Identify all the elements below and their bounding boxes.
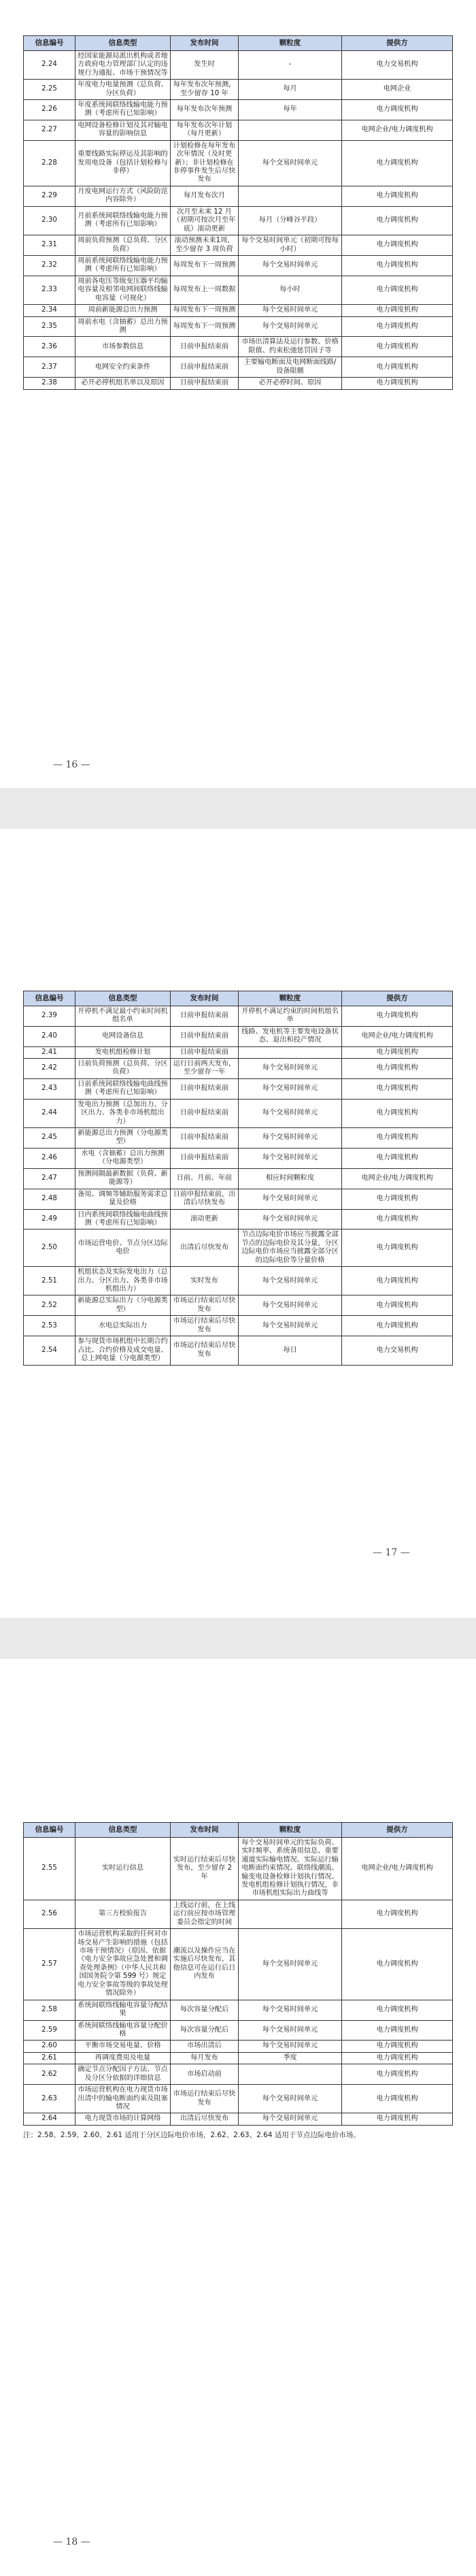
cell-id: 2.43	[24, 1078, 75, 1099]
cell-provider: 电力调度机构	[342, 1046, 453, 1058]
cell-type: 日前系统间联络线输电曲线预测（考虑所有已知影响）	[75, 1078, 171, 1099]
cell-id: 2.63	[24, 2085, 75, 2113]
cell-time: 每周发布下一周预测	[171, 305, 239, 316]
cell-time: 日前、月前、年前	[171, 1168, 239, 1189]
cell-type: 机组状态及实际发电出力（总出力、分区出力、各类非市场机组出力）	[75, 1267, 171, 1295]
cell-provider: 电力调度机构	[342, 1316, 453, 1336]
cell-provider: 电网企业/电力调度机构	[342, 1026, 453, 1046]
cell-granularity: 每个交易时间单元	[239, 1316, 342, 1336]
cell-time: 滚动更新	[171, 1209, 239, 1229]
cell-id: 2.24	[24, 50, 75, 79]
cell-id: 2.49	[24, 1209, 75, 1229]
cell-granularity: 每个交易时间单元	[239, 2085, 342, 2113]
header-provider: 提供方	[342, 1823, 453, 1838]
table-row	[24, 1128, 453, 1149]
table-row	[24, 2041, 453, 2052]
cell-id: 2.48	[24, 1189, 75, 1209]
disclosure-table	[23, 991, 453, 1366]
cell-provider: 电力调度机构	[342, 235, 453, 256]
cell-type: 再调度费用及电量	[75, 2052, 171, 2064]
cell-provider: 电力调度机构	[342, 2113, 453, 2125]
cell-granularity: 开停机不满足约束的时间机组名单	[239, 1006, 342, 1026]
cell-provider: 电力调度机构	[342, 2020, 453, 2041]
cell-time: 每年发布次年预测	[171, 99, 239, 120]
cell-time: 运行日前两天发布，至少留存一年	[171, 1058, 239, 1078]
cell-id: 2.47	[24, 1168, 75, 1189]
cell-granularity: 每个交易时间单元	[239, 255, 342, 276]
cell-time: 日前申报结束前	[171, 1006, 239, 1026]
cell-time: 每次容量分配后	[171, 2020, 239, 2041]
cell-type: 新能源总实际出力（分电源类型）	[75, 1295, 171, 1316]
cell-time: 发生时	[171, 50, 239, 79]
table-row	[24, 1229, 453, 1267]
cell-provider: 电力调度机构	[342, 2085, 453, 2113]
cell-id: 2.54	[24, 1336, 75, 1365]
cell-time: 市场运行结束后尽快发布	[171, 1336, 239, 1365]
cell-granularity	[239, 1046, 342, 1058]
header-id: 信息编号	[24, 36, 75, 51]
cell-type: 年度系统间联络线输电能力预测（考虑所有已知影响）	[75, 99, 171, 120]
cell-granularity	[239, 1900, 342, 1928]
cell-provider: 电力调度机构	[342, 1006, 453, 1026]
cell-time: 市场出清后	[171, 2041, 239, 2052]
cell-provider: 电力调度机构	[342, 2052, 453, 2064]
header-granularity: 颗粒度	[239, 36, 342, 51]
cell-granularity: 每个交易时间单元	[239, 2041, 342, 2052]
cell-granularity: 每日	[239, 1336, 342, 1365]
cell-type: 日前负荷预测（总负荷、分区负荷）	[75, 1058, 171, 1078]
cell-granularity: 每个交易时间单元的实际负荷、实时频率、系统备用信息、重要通道实际输电情况、实际运行输电断面约束情况、联络线潮流、输变电设备检修计划执行情况、发电机组检修计划执行情况，非市场机组实际出力曲线等	[239, 1837, 342, 1900]
cell-type: 市场参数信息	[75, 337, 171, 357]
cell-id: 2.33	[24, 276, 75, 304]
cell-id: 2.59	[24, 2020, 75, 2041]
cell-type: 发电出力预测（总加出力、分区出力、各类非市场机组出力）	[75, 1099, 171, 1127]
cell-type: 实时运行信息	[75, 1837, 171, 1900]
cell-granularity: 必开必停时间、原因	[239, 378, 342, 389]
table-row	[24, 140, 453, 186]
cell-id: 2.32	[24, 255, 75, 276]
cell-id: 2.28	[24, 140, 75, 186]
table-row	[24, 80, 453, 100]
cell-id: 2.53	[24, 1316, 75, 1336]
cell-granularity: 节点边际电价市场应当披露全部节点的边际电价及其分量，分区边际电价市场应当披露全部分区的边际电价等分量价格	[239, 1229, 342, 1267]
header-type: 信息类型	[75, 36, 171, 51]
table-row	[24, 99, 453, 120]
table-row	[24, 305, 453, 316]
table-header	[24, 991, 453, 1006]
table-row	[24, 2064, 453, 2085]
header-time: 发布时间	[171, 991, 239, 1006]
cell-id: 2.42	[24, 1058, 75, 1078]
cell-granularity	[239, 120, 342, 140]
cell-id: 2.60	[24, 2041, 75, 2052]
cell-type: 重要线路实际停运及其影响的发用电设备（包括计划检修与非停）	[75, 140, 171, 186]
cell-id: 2.45	[24, 1128, 75, 1149]
cell-id: 2.34	[24, 305, 75, 316]
disclosure-table	[23, 35, 453, 390]
cell-id: 2.57	[24, 1929, 75, 2000]
table-row	[24, 1148, 453, 1168]
cell-provider: 电力调度机构	[342, 2000, 453, 2020]
cell-granularity: 每个交易时间单元	[239, 2000, 342, 2020]
cell-provider: 电力调度机构	[342, 140, 453, 186]
table-body	[24, 1837, 453, 2125]
cell-granularity: 每个交易时间单元	[239, 1267, 342, 1295]
table-row	[24, 357, 453, 378]
cell-type: 周前水电（含抽蓄）总出力预测	[75, 316, 171, 337]
table-row	[24, 1046, 453, 1058]
cell-provider: 电力调度机构	[342, 337, 453, 357]
cell-id: 2.37	[24, 357, 75, 378]
cell-id: 2.64	[24, 2113, 75, 2125]
cell-provider: 电力调度机构	[342, 357, 453, 378]
header-id: 信息编号	[24, 1823, 75, 1838]
cell-type: 周前系统间联络线输电能力预测（考虑所有已知影响）	[75, 255, 171, 276]
cell-time: 每月发布	[171, 2052, 239, 2064]
cell-provider: 电力调度机构	[342, 305, 453, 316]
table-row	[24, 2052, 453, 2064]
table-row	[24, 1929, 453, 2000]
cell-time: 日前申报结束前	[171, 337, 239, 357]
cell-granularity	[239, 2064, 342, 2085]
cell-id: 2.61	[24, 2052, 75, 2064]
cell-granularity: 每个交易时间单元（初期可按每小时）	[239, 235, 342, 256]
table-row	[24, 120, 453, 140]
cell-time: 滚动预测未来1周，至少留存 3 周负荷	[171, 235, 239, 256]
cell-id: 2.31	[24, 235, 75, 256]
cell-type: 电网安全约束条件	[75, 357, 171, 378]
cell-provider: 电力调度机构	[342, 1209, 453, 1229]
table-row	[24, 2085, 453, 2113]
cell-provider: 电力调度机构	[342, 1929, 453, 2000]
cell-type: 周前各电压等级变压器平均输电容量及相邻电网间联络线输电容量（可视化）	[75, 276, 171, 304]
table-row	[24, 1058, 453, 1078]
table-row	[24, 1209, 453, 1229]
cell-time: 每次容量分配后	[171, 2000, 239, 2020]
cell-time: 每周发布下一周预测	[171, 316, 239, 337]
cell-provider: 电力调度机构	[342, 1128, 453, 1149]
table-row	[24, 186, 453, 206]
cell-id: 2.40	[24, 1026, 75, 1046]
cell-provider: 电力调度机构	[342, 2041, 453, 2052]
cell-type: 水电（含抽蓄）总出力预测（分电源类型）	[75, 1148, 171, 1168]
table-row	[24, 1900, 453, 1928]
table-row	[24, 1099, 453, 1127]
cell-provider: 电力调度机构	[342, 2064, 453, 2085]
cell-time: 市场运行结束后尽快发布	[171, 1295, 239, 1316]
cell-provider: 电网企业/电力调度机构	[342, 120, 453, 140]
cell-id: 2.29	[24, 186, 75, 206]
header-time: 发布时间	[171, 1823, 239, 1838]
cell-provider: 电网企业/电力调度机构	[342, 1837, 453, 1900]
cell-granularity	[239, 186, 342, 206]
cell-id: 2.51	[24, 1267, 75, 1295]
cell-granularity: 市场出清算法及运行参数、价格限值、约束松弛惩罚因子等	[239, 337, 342, 357]
cell-provider: 电力调度机构	[342, 186, 453, 206]
cell-type: 开停机不满足最小约束时间机组名单	[75, 1006, 171, 1026]
cell-time: 市场运行结束后尽快发布	[171, 2085, 239, 2113]
cell-provider: 电力调度机构	[342, 1267, 453, 1295]
document-page-16	[0, 0, 476, 788]
table-header	[24, 36, 453, 51]
cell-time: 日前申报结束前	[171, 357, 239, 378]
cell-id: 2.55	[24, 1837, 75, 1900]
cell-provider: 电力调度机构	[342, 378, 453, 389]
table-row	[24, 1026, 453, 1046]
header-provider: 提供方	[342, 991, 453, 1006]
cell-id: 2.36	[24, 337, 75, 357]
cell-type: 市场运营机构采取的任何对市场交易产生影响的措施（包括市场干预情况）（原因、依据《电力安全事故应急处置和调查处理条例》（中华人民共和国国务院令第 599 号）规定电力安全事故等级的事故处理情况除外）	[75, 1929, 171, 2000]
cell-provider: 电力调度机构	[342, 1148, 453, 1168]
table-row	[24, 1168, 453, 1189]
cell-time: 市场运行结束后尽快发布	[171, 1316, 239, 1336]
cell-type: 平衡市场交易电量、价格	[75, 2041, 171, 2052]
cell-time: 每年发布次年预测，至少留存 10 年	[171, 80, 239, 100]
cell-provider: 电力调度机构	[342, 1058, 453, 1078]
cell-type: 月度电网运行方式（风险防范内容除外）	[75, 186, 171, 206]
cell-type: 市场运营电价、节点分区边际电价	[75, 1229, 171, 1267]
table-body	[24, 50, 453, 389]
header-provider: 提供方	[342, 36, 453, 51]
cell-id: 2.41	[24, 1046, 75, 1058]
header-type: 信息类型	[75, 991, 171, 1006]
cell-id: 2.46	[24, 1148, 75, 1168]
page-number: — 16 —	[53, 759, 90, 770]
cell-time: 次月至未来 12 月（初期可按次月至年底）滚动更新	[171, 206, 239, 235]
cell-time: 出清后尽快发布	[171, 2113, 239, 2125]
cell-id: 2.56	[24, 1900, 75, 1928]
cell-time: 日前申报结束前	[171, 1078, 239, 1099]
cell-id: 2.38	[24, 378, 75, 389]
cell-time: 日前申报结束前	[171, 1128, 239, 1149]
table-row	[24, 1078, 453, 1099]
cell-provider: 电力调度机构	[342, 316, 453, 337]
header-time: 发布时间	[171, 36, 239, 51]
cell-type: 电网设备检修计划及其对输电容量的影响信息	[75, 120, 171, 140]
cell-granularity: 每个交易时间单元	[239, 1148, 342, 1168]
cell-granularity: 每个交易时间单元	[239, 1189, 342, 1209]
cell-id: 2.25	[24, 80, 75, 100]
table-row	[24, 1267, 453, 1295]
cell-provider: 电力调度机构	[342, 1900, 453, 1928]
table-header	[24, 1823, 453, 1838]
cell-type: 系统间联络线输电容量分配结果	[75, 2000, 171, 2020]
cell-granularity: -	[239, 50, 342, 79]
cell-time: 日前申报结束前，出清后尽快发布	[171, 1189, 239, 1209]
cell-type: 电力现货市场的计算网络	[75, 2113, 171, 2125]
table-row	[24, 2000, 453, 2020]
cell-provider: 电网企业/电力调度机构	[342, 1168, 453, 1189]
cell-type: 经国家能源局派出机构或者地方政府电力管理部门认定的违规行为通报、市场干预情况等	[75, 50, 171, 79]
cell-type: 周前负荷预测（总负荷、分区负荷）	[75, 235, 171, 256]
cell-time: 每年发布次年计划（每月更新）	[171, 120, 239, 140]
cell-provider: 电力调度机构	[342, 1189, 453, 1209]
table-footnote: 注：2.58、2.59、2.60、2.61 适用于分区边际电价市场，2.62、2.63、2.64 适用于节点边际电价市场。	[23, 2130, 360, 2139]
cell-granularity: 每个交易时间单元	[239, 1295, 342, 1316]
cell-time: 日前申报结束前	[171, 378, 239, 389]
cell-id: 2.26	[24, 99, 75, 120]
cell-type: 第三方校验报告	[75, 1900, 171, 1928]
cell-granularity: 季度	[239, 2052, 342, 2064]
cell-granularity: 线路、发电机等主要发电设备状态、退出和投产情况	[239, 1026, 342, 1046]
cell-provider: 电力调度机构	[342, 255, 453, 276]
cell-id: 2.44	[24, 1099, 75, 1127]
cell-granularity: 每个交易时间单元	[239, 1099, 342, 1127]
cell-provider: 电力交易机构	[342, 50, 453, 79]
cell-granularity: 每个交易时间单元	[239, 316, 342, 337]
cell-provider: 电力调度机构	[342, 1295, 453, 1316]
table-row	[24, 1189, 453, 1209]
cell-type: 备用、调频等辅助服务需求总量及价格	[75, 1189, 171, 1209]
cell-provider: 电力交易机构	[342, 1336, 453, 1365]
table-row	[24, 206, 453, 235]
cell-type: 水电总实际出力	[75, 1316, 171, 1336]
cell-id: 2.35	[24, 316, 75, 337]
cell-granularity: 每个交易时间单元	[239, 2020, 342, 2041]
table-body	[24, 1006, 453, 1365]
cell-id: 2.30	[24, 206, 75, 235]
cell-type: 日内系统间联络线输电曲线预测（考虑所有已知影响）	[75, 1209, 171, 1229]
cell-time: 每月发布次月	[171, 186, 239, 206]
table-row	[24, 1316, 453, 1336]
page-number: — 17 —	[373, 1547, 410, 1558]
cell-type: 预测间隔最新数据（负荷、新能源等）	[75, 1168, 171, 1189]
table-row	[24, 1006, 453, 1026]
cell-time: 市场启动前	[171, 2064, 239, 2085]
cell-type: 新能源总出力预测（分电源类型）	[75, 1128, 171, 1149]
cell-granularity: 每月（分峰谷平段）	[239, 206, 342, 235]
cell-time: 每周发布下一周预测	[171, 255, 239, 276]
header-granularity: 颗粒度	[239, 1823, 342, 1838]
cell-granularity: 相应时间颗粒度	[239, 1168, 342, 1189]
cell-provider: 电力调度机构	[342, 99, 453, 120]
cell-time: 潮流以及操作应当在实施后尽快发布，其他信息可在运行后日内发布	[171, 1929, 239, 2000]
cell-granularity: 每月	[239, 80, 342, 100]
header-id: 信息编号	[24, 991, 75, 1006]
table-row	[24, 1837, 453, 1900]
table-row	[24, 2113, 453, 2125]
document-page-17	[0, 829, 476, 1618]
cell-time: 每周发布上一周数据	[171, 276, 239, 304]
cell-time: 计划检修在每年发布次年情况（及时更新）；非计划检修在非停事件发生后尽快发布	[171, 140, 239, 186]
table-row	[24, 255, 453, 276]
cell-type: 系统间联络线输电容量分配价格	[75, 2020, 171, 2041]
cell-id: 2.62	[24, 2064, 75, 2085]
cell-granularity: 每个交易时间单元	[239, 140, 342, 186]
cell-time: 上线运行前，在上线运行前应按市场管理委员会指定的时间	[171, 1900, 239, 1928]
cell-granularity: 每个交易时间单元	[239, 1209, 342, 1229]
table-row	[24, 316, 453, 337]
cell-provider: 电力调度机构	[342, 206, 453, 235]
cell-granularity: 每年	[239, 99, 342, 120]
cell-time: 日前申报结束前	[171, 1026, 239, 1046]
cell-type: 年度电力电量预测（总负荷、分区负荷）	[75, 80, 171, 100]
cell-granularity: 每个交易时间单元	[239, 1058, 342, 1078]
cell-granularity: 每个交易时间单元	[239, 2113, 342, 2125]
cell-provider: 电力调度机构	[342, 1229, 453, 1267]
cell-time: 出清后尽快发布	[171, 1229, 239, 1267]
table-row	[24, 1295, 453, 1316]
cell-id: 2.39	[24, 1006, 75, 1026]
cell-time: 实时运行结束后尽快发布，至少留存 2 年	[171, 1837, 239, 1900]
cell-provider: 电力调度机构	[342, 1078, 453, 1099]
cell-id: 2.58	[24, 2000, 75, 2020]
header-type: 信息类型	[75, 1823, 171, 1838]
cell-provider: 电网企业	[342, 80, 453, 100]
table-row	[24, 1336, 453, 1365]
cell-type: 周前新能源总出力预测	[75, 305, 171, 316]
cell-type: 参与现货市场机组中长期合约占比、合约价格及成交电量、总上网电量（分电源类型）	[75, 1336, 171, 1365]
cell-id: 2.27	[24, 120, 75, 140]
cell-type: 月前系统间联络线输电能力预测（考虑所有已知影响）	[75, 206, 171, 235]
document-page-18	[0, 1659, 476, 2576]
cell-granularity: 每个交易时间单元	[239, 1128, 342, 1149]
cell-type: 市场运营机构在电力现货市场出清中的输电断面约束及阻塞情况	[75, 2085, 171, 2113]
cell-time: 日前申报结束前	[171, 1148, 239, 1168]
cell-type: 发电机组检修计划	[75, 1046, 171, 1058]
page-number: — 18 —	[53, 2537, 90, 2547]
table-row	[24, 50, 453, 79]
cell-id: 2.52	[24, 1295, 75, 1316]
cell-time: 日前申报结束前	[171, 1099, 239, 1127]
cell-granularity: 主要输电断面及电网断面线路/设备限额	[239, 357, 342, 378]
table-row	[24, 2020, 453, 2041]
cell-granularity: 每个交易时间单元	[239, 1929, 342, 2000]
cell-time: 实时发布	[171, 1267, 239, 1295]
cell-time: 日前申报结束前	[171, 1046, 239, 1058]
cell-type: 电网设备信息	[75, 1026, 171, 1046]
cell-id: 2.50	[24, 1229, 75, 1267]
table-row	[24, 337, 453, 357]
cell-provider: 电力调度机构	[342, 1099, 453, 1127]
cell-granularity: 每个交易时间单元	[239, 305, 342, 316]
table-row	[24, 276, 453, 304]
table-row	[24, 235, 453, 256]
cell-type: 确定节点分配因子方法、节点及分区分依据的详细信息	[75, 2064, 171, 2085]
table-row	[24, 378, 453, 389]
cell-granularity: 每个交易时间单元	[239, 1078, 342, 1099]
header-granularity: 颗粒度	[239, 991, 342, 1006]
cell-granularity: 每小时	[239, 276, 342, 304]
disclosure-table	[23, 1822, 453, 2126]
cell-type: 必开必停机组名单以及原因	[75, 378, 171, 389]
cell-provider: 电力调度机构	[342, 276, 453, 304]
